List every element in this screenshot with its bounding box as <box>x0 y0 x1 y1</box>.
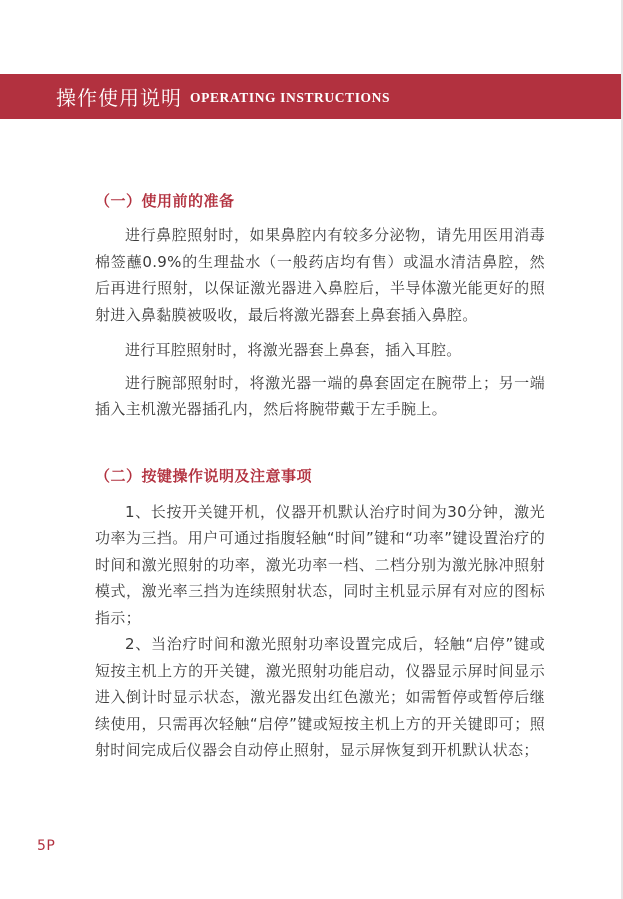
paragraph-nasal-irradiation: 进行鼻腔照射时，如果鼻腔内有较多分泌物，请先用医用消毒棉签蘸0.9%的生理盐水（一般药店均有售）或温水清洁鼻腔，然后再进行照射，以保证激光器进入鼻腔后，半导体激光能更好的照射进入鼻黏膜被吸收，最后将激光器套上鼻套插入鼻腔。 <box>95 226 545 324</box>
header-title-cn: 操作使用说明 <box>56 86 182 110</box>
section-title-preparation: （一）使用前的准备 <box>95 192 235 210</box>
paragraph-step-2: 2、当治疗时间和激光照射功率设置完成后，轻触“启停”键或短按主机上方的开关键，激光照射功能启动，仪器显示屏时间显示进入倒计时显示状态，激光器发出红色激光；如需暂停或暂停后继续使用，只需再次轻触“启停”键或短按主机上方的开关键即可；照射时间完成后仪器会自动停止照射，显示屏恢复到开机默认状态； <box>95 635 545 759</box>
paragraph-wrist-irradiation: 进行腕部照射时，将激光器一端的鼻套固定在腕带上；另一端插入主机激光器插孔内，然后将腕带戴于左手腕上。 <box>95 373 545 418</box>
document-body <box>95 190 545 764</box>
paragraph-ear-irradiation: 进行耳腔照射时，将激光器套上鼻套，插入耳腔。 <box>125 341 462 359</box>
section-title-button-operation: （二）按键操作说明及注意事项 <box>95 466 313 485</box>
header-title-en: OPERATING INSTRUCTIONS <box>190 90 391 105</box>
paragraph-step-1: 1、长按开关键开机，仪器开机默认治疗时间为30分钟，激光功率为三挡。用户可通过指腹轻触“时间”键和“功率”键设置治疗的时间和激光照射的功率，激光功率一档、二档分别为激光脉冲照射模式，激光率三挡为连续照射状态，同时主机显示屏有对应的图标指示； <box>95 502 545 627</box>
page-number: 5P <box>37 838 56 854</box>
header-bar <box>0 74 621 119</box>
